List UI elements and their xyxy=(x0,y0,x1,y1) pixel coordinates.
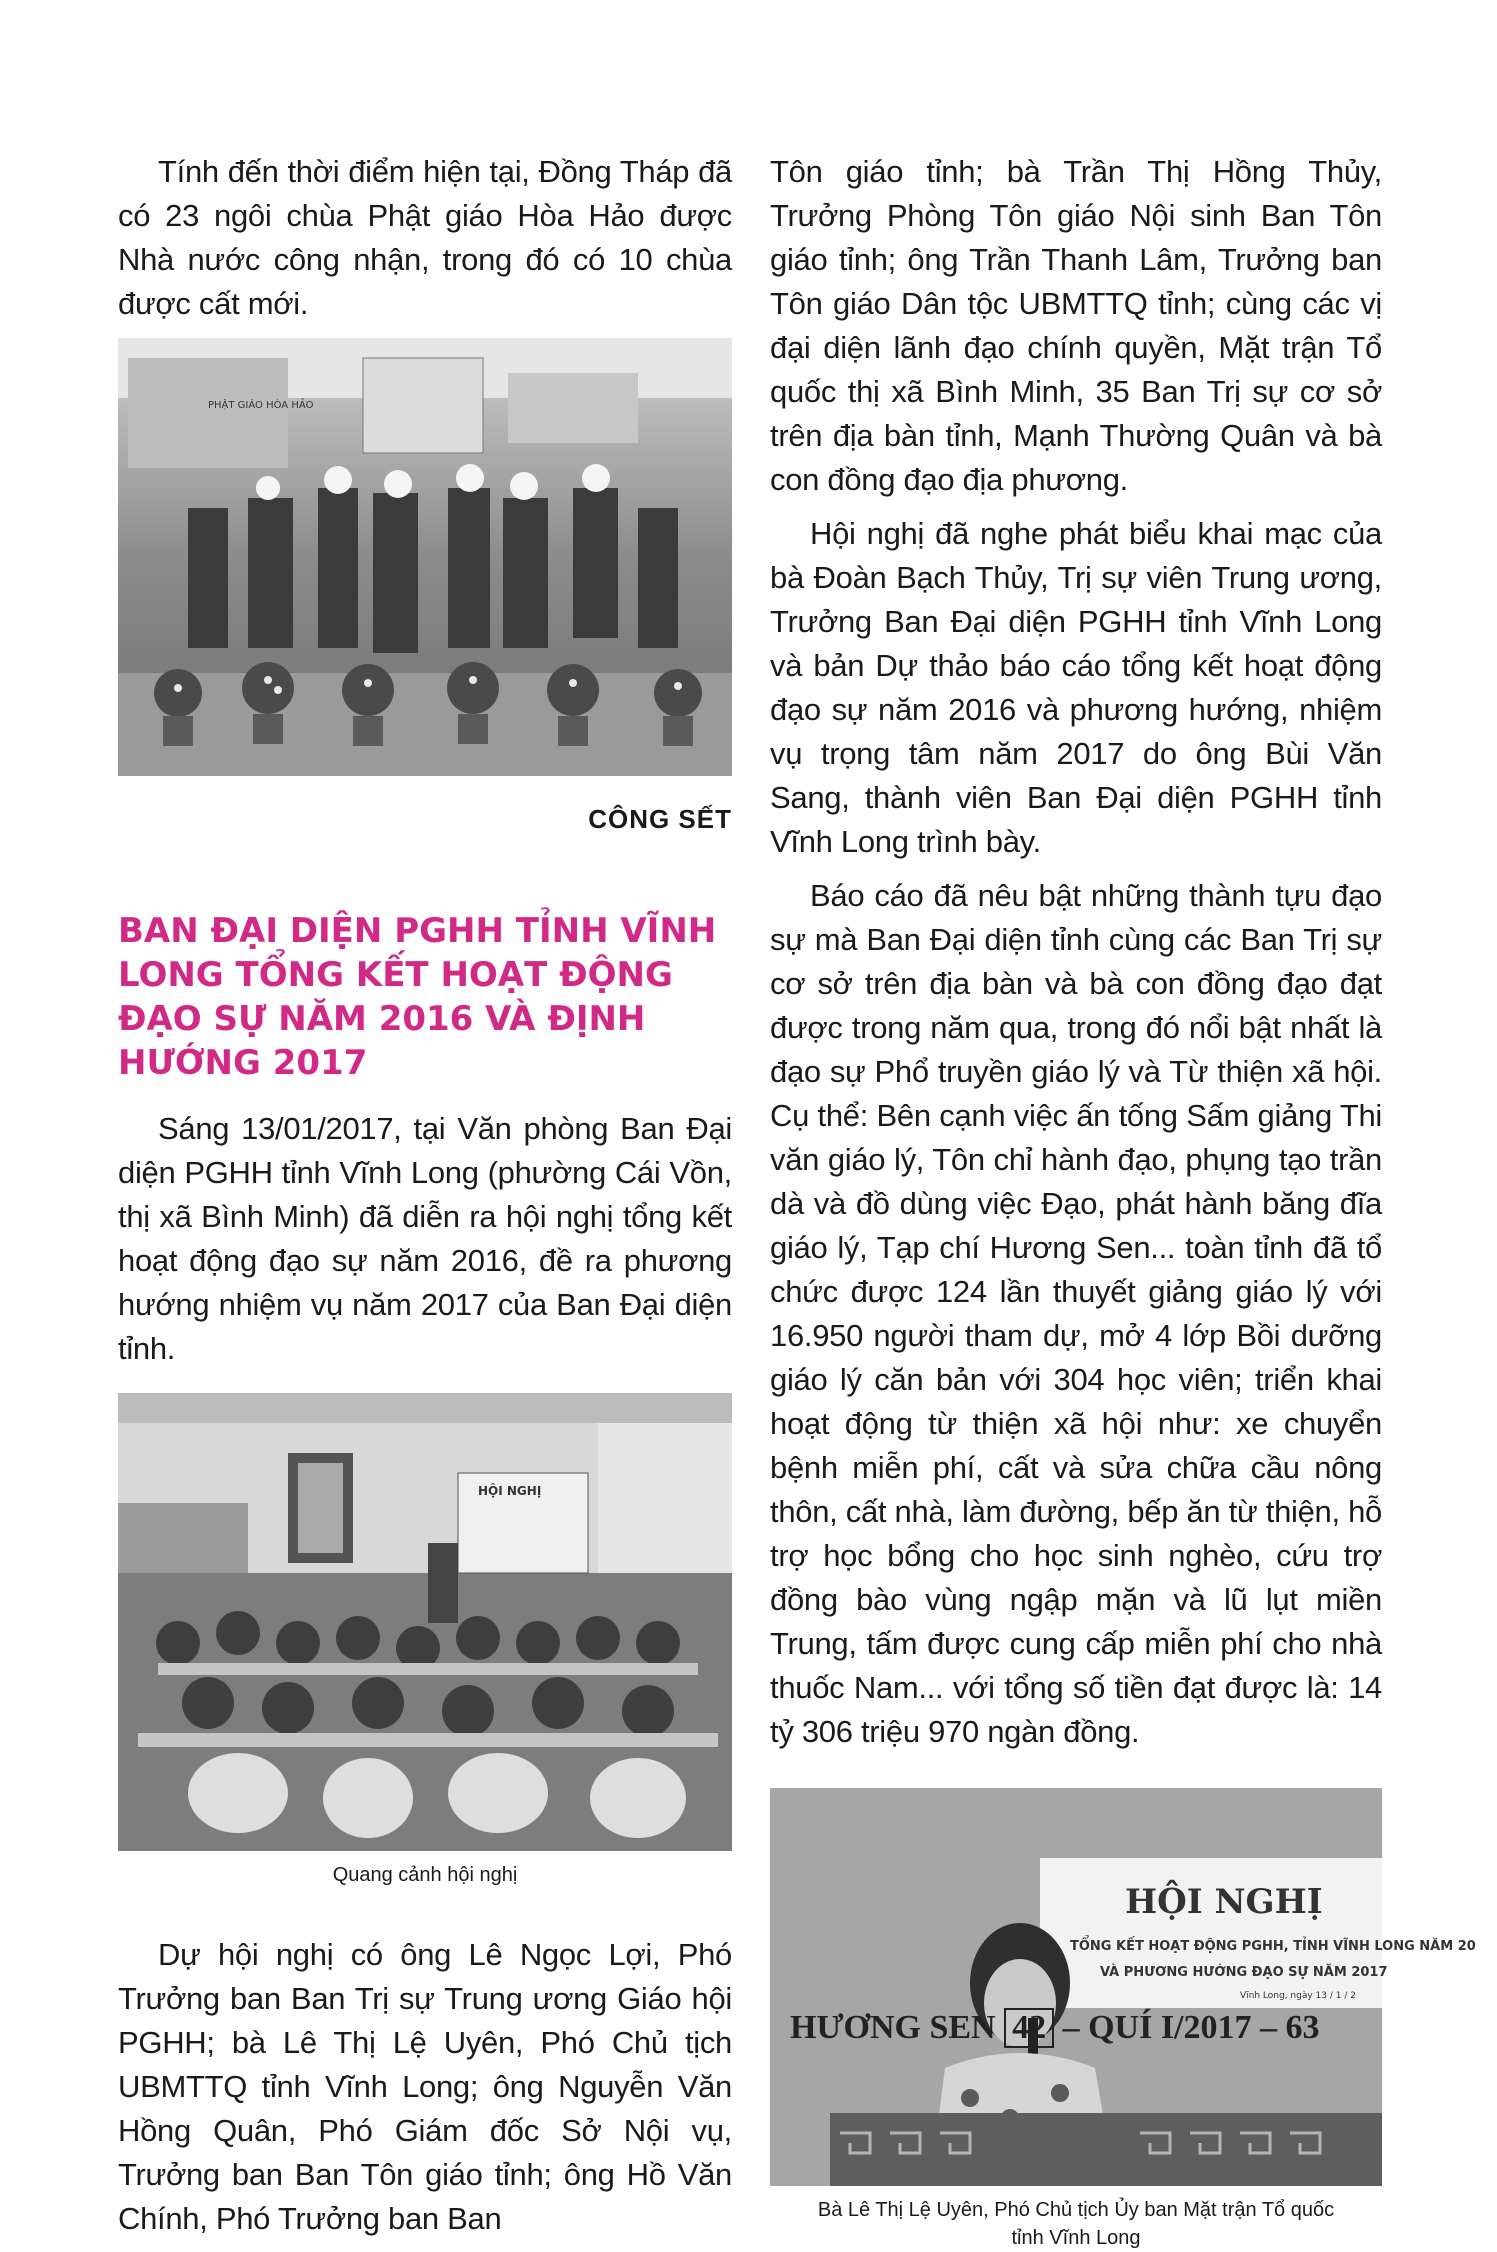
photo3-banner-title: HỘI NGHỊ xyxy=(1125,1882,1323,1922)
page-footer xyxy=(790,2008,1320,2048)
right-column xyxy=(770,150,1476,2252)
conference-photo-caption: Quang cảnh hội nghị xyxy=(332,1864,518,1886)
opening-paragraph: Hội nghị đã nghe phát biểu khai mạc của bà Đoàn Bạch Thủy, Trị sự viên Trung ương, Trưởng Ban Đại diện PGHH tỉnh Vĩnh Long và bản Dự thảo báo cáo tổng kết hoạt động đạo sự năm 2016 và phương hướng, nhiệm vụ trọng tâm năm 2017 do ông Bùi Văn Sang, thành viên Ban Đại diện PGHH tỉnh Vĩnh Long trình bày. xyxy=(770,516,1382,859)
continued-paragraph: Tôn giáo tỉnh; bà Trần Thị Hồng Thủy, Trưởng Phòng Tôn giáo Nội sinh Ban Tôn giáo tỉnh; ông Trần Thanh Lâm, Trưởng ban Tôn giáo Dân tộc UBMTTQ tỉnh; cùng các vị đại diện lãnh đạo chính quyền, Mặt trận Tổ quốc thị xã Bình Minh, 35 Ban Trị sự cơ sở trên địa bàn tỉnh, Mạnh Thường Quân và bà con đồng đạo địa phương. xyxy=(770,154,1382,497)
speaker-caption-line2: tỉnh Vĩnh Long xyxy=(1011,2227,1141,2249)
page-number: 63 xyxy=(1285,2009,1320,2046)
article-author: CÔNG SẾT xyxy=(588,804,732,834)
report-paragraph: Báo cáo đã nêu bật những thành tựu đạo sự mà Ban Đại diện tỉnh cùng các Ban Trị sự cơ sở trên địa bàn và bà con đồng đạo đạt được trong năm qua, trong đó nổi bật nhất là đạo sự Phổ truyền giáo lý và Từ thiện xã hội. Cụ thể: Bên cạnh việc ấn tống Sấm giảng Thi văn giáo lý, Tôn chỉ hành đạo, phụng tạo trần dà và đồ dùng việc Đạo, phát hành băng đĩa giáo lý, Tạp chí Hương Sen... toàn tỉnh đã tổ chức được 124 lần thuyết giảng giáo lý với 16.950 người tham dự, mở 4 lớp Bồi dưỡng giáo lý căn bản với 304 học viên; triển khai hoạt động từ thiện xã hội như: xe chuyển bệnh miễn phí, cất và sửa chữa cầu nông thôn, cất nhà, làm đường, bếp ăn từ thiện, hỗ trợ học bổng cho học sinh nghèo, cứu trợ đồng bào vùng ngập mặn và lũ lụt miền Trung, tấm được cung cấp miễn phí cho nhà thuốc Nam... với tổng số tiền đạt được là: 14 tỷ 306 triệu 970 ngàn đồng. xyxy=(770,878,1382,1749)
quarter-label: – QUÍ I/2017 – xyxy=(1062,2009,1278,2046)
speaker-caption-line1: Bà Lê Thị Lệ Uyên, Phó Chủ tịch Ủy ban Mặt trận Tổ quốc xyxy=(817,2199,1335,2221)
speaker-photo xyxy=(770,1788,1476,2186)
article-headline: BAN ĐẠI DIỆN PGHH TỈNH VĨNH LONG TỔNG KẾT HOẠT ĐỘNG ĐẠO SỰ NĂM 2016 VÀ ĐỊNH HƯỚNG 2017 xyxy=(118,911,717,1083)
attendees-paragraph: Dự hội nghị có ông Lê Ngọc Lợi, Phó Trưởng ban Ban Trị sự Trung ương Giáo hội PGHH; bà Lê Thị Lệ Uyên, Phó Chủ tịch UBMTTQ tỉnh Vĩnh Long; ông Nguyễn Văn Hồng Quân, Phó Giám đốc Sở Nội vụ, Trưởng ban Ban Tôn giáo tỉnh; ông Hồ Văn Chính, Phó Trưởng ban Ban xyxy=(118,1937,732,2236)
intro-paragraph: Tính đến thời điểm hiện tại, Đồng Tháp đã có 23 ngôi chùa Phật giáo Hòa Hảo được Nhà nước công nhận, trong đó có 10 chùa được cất mới. xyxy=(118,154,732,321)
photo3-banner-line2: VÀ PHƯƠNG HƯỚNG ĐẠO SỰ NĂM 2017 xyxy=(1100,1965,1388,1980)
left-column xyxy=(118,150,732,2241)
speaker-photo-caption xyxy=(770,2196,1382,2252)
groundbreaking-photo xyxy=(118,338,732,776)
conference-photo xyxy=(118,1393,732,1851)
photo3-banner-line3: Vĩnh Long, ngày 13 / 1 / 2 xyxy=(1240,1991,1356,2001)
photo3-banner-line1: TỔNG KẾT HOẠT ĐỘNG PGHH, TỈNH VĨNH LONG NĂM 20 xyxy=(1070,1939,1476,1954)
photo2-banner: HỘI NGHỊ xyxy=(478,1484,542,1498)
magazine-name: HƯƠNG SEN xyxy=(790,2009,996,2046)
issue-number: 42 xyxy=(1004,2008,1054,2048)
photo1-banner: PHẬT GIÁO HÒA HẢO xyxy=(208,400,314,411)
lead-paragraph: Sáng 13/01/2017, tại Văn phòng Ban Đại diện PGHH tỉnh Vĩnh Long (phường Cái Vồn, thị xã Bình Minh) đã diễn ra hội nghị tổng kết hoạt động đạo sự năm 2016, đề ra phương hướng nhiệm vụ năm 2017 của Ban Đại diện tỉnh. xyxy=(118,1111,732,1366)
